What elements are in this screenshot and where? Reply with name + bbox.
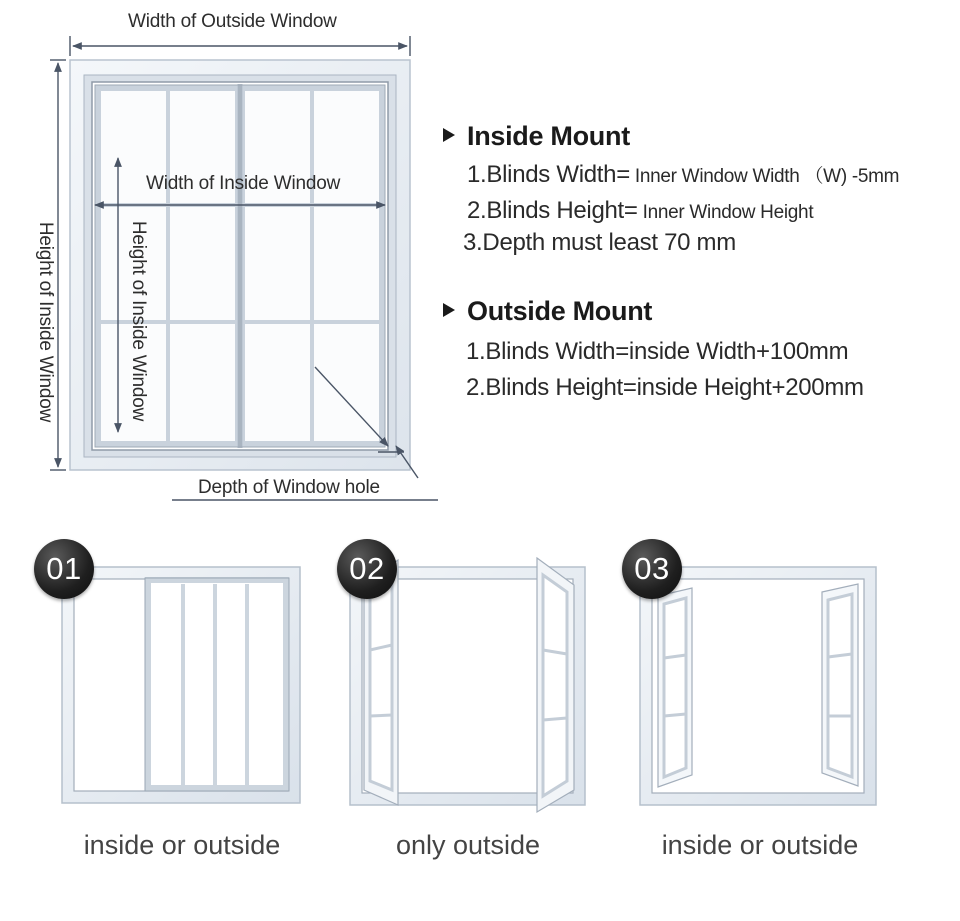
outside-rule-1-text: 1.Blinds Width=inside Width+100mm (466, 338, 849, 365)
sliding-window-icon (62, 567, 300, 803)
inside-height-label: Height of Inside Window (128, 220, 149, 422)
outside-width-label: Width of Outside Window (128, 11, 337, 32)
inside-rule-1-detail: Inner Window Width （W) -5mm (629, 166, 900, 187)
outside-mount-title-text: Outside Mount (467, 296, 653, 326)
option-1-badge: 01 (34, 539, 94, 599)
option-1-caption: inside or outside (83, 830, 281, 860)
inward-casement-window-icon (640, 567, 876, 805)
outside-height-label: Height of Inside Window (35, 221, 56, 423)
option-2-badge: 02 (337, 539, 397, 599)
depth-label: Depth of Window hole (198, 477, 380, 498)
inside-rule-3-lead: 3.Depth must least 70 mm (463, 229, 736, 256)
inside-width-label: Width of Inside Window (146, 173, 341, 194)
outside-rule-2-text: 2.Blinds Height=inside Height+200mm (466, 374, 864, 401)
outward-casement-window-icon (350, 558, 585, 812)
inside-mount-title-text: Inside Mount (467, 121, 630, 151)
inside-rule-2-lead: 2.Blinds Height= (467, 197, 638, 224)
inside-rule-2-detail: Inner Window Height (637, 202, 814, 223)
option-3-caption: inside or outside (661, 830, 859, 860)
option-3-badge: 03 (622, 539, 682, 599)
option-2-caption: only outside (395, 830, 541, 860)
inside-rule-1-lead: 1.Blinds Width= (467, 161, 630, 188)
